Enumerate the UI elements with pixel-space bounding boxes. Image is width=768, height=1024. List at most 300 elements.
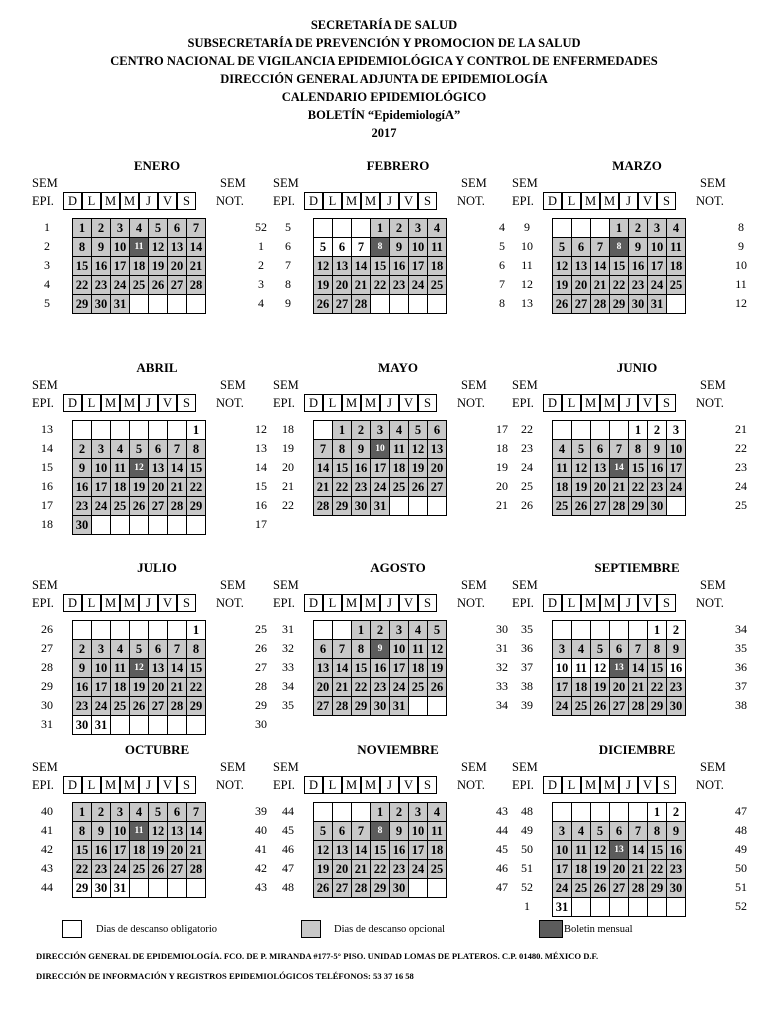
epi-week: 9 bbox=[285, 296, 291, 310]
day-cell-optional: 19 bbox=[572, 478, 591, 497]
day-cell-optional: 15 bbox=[371, 841, 390, 860]
day-header: M bbox=[600, 192, 619, 210]
day-header: V bbox=[399, 594, 418, 612]
day-header: D bbox=[543, 192, 562, 210]
day-header: M bbox=[600, 394, 619, 412]
day-cell-optional: 6 bbox=[314, 640, 333, 659]
day-cell-optional: 14 bbox=[314, 459, 333, 478]
day-header: S bbox=[418, 776, 437, 794]
day-header: S bbox=[418, 394, 437, 412]
day-cell-optional: 29 bbox=[73, 295, 92, 314]
day-cell-optional: 21 bbox=[352, 860, 371, 879]
empty-cell bbox=[314, 803, 333, 822]
day-cell-optional: 20 bbox=[572, 276, 591, 295]
day-cell-optional: 10 bbox=[667, 440, 686, 459]
day-header: S bbox=[418, 594, 437, 612]
epi-week: 49 bbox=[521, 823, 533, 837]
day-cell-optional: 19 bbox=[314, 276, 333, 295]
day-cell-optional: 21 bbox=[610, 478, 629, 497]
not-week: 23 bbox=[735, 460, 747, 474]
day-cell-optional: 16 bbox=[92, 257, 111, 276]
day-cell-mandatory: 31 bbox=[92, 716, 111, 735]
empty-cell bbox=[92, 421, 111, 440]
epi-week-column bbox=[273, 620, 303, 715]
day-cell-optional: 5 bbox=[130, 440, 149, 459]
week-row bbox=[73, 678, 206, 697]
day-cell-optional: 11 bbox=[667, 238, 686, 257]
epi-week: 17 bbox=[41, 498, 53, 512]
empty-cell bbox=[409, 295, 428, 314]
day-cell-optional: 21 bbox=[629, 678, 648, 697]
day-cell-optional: 14 bbox=[629, 841, 648, 860]
day-cell-optional: 4 bbox=[572, 822, 591, 841]
day-cell-optional: 26 bbox=[409, 478, 428, 497]
empty-cell bbox=[553, 219, 572, 238]
month-octubre bbox=[32, 740, 284, 895]
day-cell-optional: 14 bbox=[629, 659, 648, 678]
day-cell-optional: 19 bbox=[428, 659, 447, 678]
not-week: 43 bbox=[255, 880, 267, 894]
month-title: MAYO bbox=[378, 360, 418, 375]
day-header: D bbox=[304, 192, 323, 210]
not-label: NOT. bbox=[696, 396, 724, 410]
day-cell-optional: 5 bbox=[130, 640, 149, 659]
day-header: M bbox=[101, 192, 120, 210]
day-cell-optional: 26 bbox=[314, 879, 333, 898]
day-cell-mandatory: 11 bbox=[572, 659, 591, 678]
empty-cell bbox=[572, 421, 591, 440]
day-cell-optional: 10 bbox=[92, 459, 111, 478]
epi-week: 44 bbox=[41, 880, 53, 894]
not-week: 8 bbox=[738, 220, 744, 234]
sem-label-left: SEM bbox=[512, 578, 538, 592]
day-cell-optional: 24 bbox=[409, 276, 428, 295]
day-cell-optional: 15 bbox=[73, 257, 92, 276]
day-cell-optional: 9 bbox=[648, 440, 667, 459]
epi-week: 27 bbox=[41, 641, 53, 655]
day-cell-optional: 18 bbox=[667, 257, 686, 276]
days-table bbox=[313, 620, 447, 716]
epi-week: 22 bbox=[282, 498, 294, 512]
epi-week: 3 bbox=[44, 258, 50, 272]
epi-label: EPI. bbox=[512, 396, 534, 410]
day-cell-optional: 22 bbox=[73, 860, 92, 879]
day-header: S bbox=[177, 192, 196, 210]
empty-cell bbox=[111, 716, 130, 735]
day-cell-bulletin: 14 bbox=[610, 459, 629, 478]
epi-week: 33 bbox=[282, 660, 294, 674]
not-week: 13 bbox=[255, 441, 267, 455]
day-header: S bbox=[657, 594, 676, 612]
day-cell-optional: 17 bbox=[390, 659, 409, 678]
epi-week: 52 bbox=[521, 880, 533, 894]
day-cell-optional: 20 bbox=[149, 478, 168, 497]
week-row bbox=[553, 497, 686, 516]
days-table bbox=[552, 620, 686, 716]
week-row bbox=[73, 276, 206, 295]
day-cell-mandatory: 1 bbox=[187, 621, 206, 640]
day-cell-optional: 18 bbox=[409, 659, 428, 678]
day-cell-optional: 23 bbox=[92, 276, 111, 295]
day-cell-optional: 20 bbox=[591, 478, 610, 497]
day-cell-optional: 5 bbox=[428, 621, 447, 640]
days-table bbox=[313, 218, 447, 314]
epi-week-column bbox=[512, 218, 542, 313]
day-cell-optional: 13 bbox=[572, 257, 591, 276]
empty-cell bbox=[572, 898, 591, 917]
epi-week: 5 bbox=[285, 220, 291, 234]
week-row bbox=[73, 257, 206, 276]
bulletin-swatch bbox=[539, 920, 563, 938]
day-cell-optional: 13 bbox=[168, 822, 187, 841]
empty-cell bbox=[149, 879, 168, 898]
epi-week: 21 bbox=[282, 479, 294, 493]
epi-week: 1 bbox=[524, 899, 530, 913]
not-week: 47 bbox=[496, 880, 508, 894]
day-cell-optional: 20 bbox=[610, 860, 629, 879]
day-cell-optional: 17 bbox=[92, 478, 111, 497]
epi-week: 31 bbox=[41, 717, 53, 731]
day-cell-optional: 21 bbox=[333, 678, 352, 697]
day-cell-optional: 10 bbox=[409, 822, 428, 841]
day-cell-optional: 7 bbox=[629, 640, 648, 659]
day-cell-optional: 27 bbox=[333, 879, 352, 898]
day-cell-optional: 8 bbox=[629, 440, 648, 459]
empty-cell bbox=[629, 621, 648, 640]
day-cell-optional: 9 bbox=[390, 238, 409, 257]
sem-label-left: SEM bbox=[32, 176, 58, 190]
not-week: 52 bbox=[255, 220, 267, 234]
day-cell-optional: 22 bbox=[333, 478, 352, 497]
day-cell-optional: 15 bbox=[648, 841, 667, 860]
day-cell-optional: 28 bbox=[168, 497, 187, 516]
epi-week: 10 bbox=[521, 239, 533, 253]
not-week: 41 bbox=[255, 842, 267, 856]
sem-label-right: SEM bbox=[461, 578, 487, 592]
day-cell-optional: 14 bbox=[168, 459, 187, 478]
week-row bbox=[553, 459, 686, 478]
day-header: M bbox=[101, 594, 120, 612]
day-cell-optional: 18 bbox=[572, 678, 591, 697]
day-cell-optional: 29 bbox=[629, 497, 648, 516]
day-header: M bbox=[342, 776, 361, 794]
not-week: 3 bbox=[258, 277, 264, 291]
epi-week: 16 bbox=[41, 479, 53, 493]
not-week: 8 bbox=[499, 296, 505, 310]
day-header: J bbox=[619, 776, 638, 794]
epi-week-column bbox=[32, 420, 62, 534]
day-cell-mandatory: 3 bbox=[667, 421, 686, 440]
epi-week: 18 bbox=[41, 517, 53, 531]
day-cell-bulletin: 8 bbox=[371, 238, 390, 257]
day-cell-optional: 24 bbox=[553, 879, 572, 898]
day-cell-optional: 15 bbox=[648, 659, 667, 678]
day-cell-optional: 6 bbox=[428, 421, 447, 440]
day-cell-optional: 27 bbox=[572, 295, 591, 314]
day-cell-optional: 14 bbox=[352, 841, 371, 860]
empty-cell bbox=[610, 803, 629, 822]
day-cell-optional: 27 bbox=[314, 697, 333, 716]
day-cell-optional: 2 bbox=[73, 440, 92, 459]
week-row bbox=[314, 860, 447, 879]
week-row bbox=[314, 238, 447, 257]
day-header: J bbox=[380, 594, 399, 612]
day-header: V bbox=[158, 394, 177, 412]
day-header: D bbox=[63, 192, 82, 210]
empty-cell bbox=[111, 421, 130, 440]
day-cell-optional: 14 bbox=[168, 659, 187, 678]
day-cell-optional: 25 bbox=[130, 276, 149, 295]
day-cell-optional: 5 bbox=[553, 238, 572, 257]
epi-week: 1 bbox=[44, 220, 50, 234]
day-header: V bbox=[638, 192, 657, 210]
not-week: 19 bbox=[496, 460, 508, 474]
day-cell-optional: 7 bbox=[629, 822, 648, 841]
empty-cell bbox=[168, 879, 187, 898]
day-cell-bulletin: 13 bbox=[610, 841, 629, 860]
day-cell-optional: 8 bbox=[73, 822, 92, 841]
epi-week: 43 bbox=[41, 861, 53, 875]
day-cell-optional: 9 bbox=[73, 659, 92, 678]
day-cell-mandatory: 6 bbox=[333, 238, 352, 257]
day-cell-optional: 11 bbox=[111, 459, 130, 478]
day-cell-optional: 9 bbox=[667, 822, 686, 841]
empty-cell bbox=[610, 621, 629, 640]
day-cell-optional: 19 bbox=[591, 860, 610, 879]
epi-week: 4 bbox=[44, 277, 50, 291]
empty-cell bbox=[428, 879, 447, 898]
day-cell-optional: 31 bbox=[390, 697, 409, 716]
day-header: D bbox=[304, 594, 323, 612]
week-row bbox=[553, 678, 686, 697]
day-cell-optional: 28 bbox=[187, 860, 206, 879]
month-noviembre bbox=[273, 740, 525, 895]
empty-cell bbox=[333, 219, 352, 238]
day-cell-optional: 13 bbox=[149, 459, 168, 478]
day-cell-optional: 18 bbox=[130, 841, 149, 860]
epi-week: 41 bbox=[41, 823, 53, 837]
day-cell-optional: 22 bbox=[187, 678, 206, 697]
day-cell-optional: 10 bbox=[92, 659, 111, 678]
day-cell-optional: 22 bbox=[371, 276, 390, 295]
day-cell-optional: 9 bbox=[390, 822, 409, 841]
day-header: L bbox=[323, 192, 342, 210]
sem-label-right: SEM bbox=[700, 578, 726, 592]
epi-week-column bbox=[512, 802, 542, 916]
day-cell-mandatory: 10 bbox=[553, 659, 572, 678]
header-line-3: CENTRO NACIONAL DE VIGILANCIA EPIDEMIOLÓGICA Y CONTROL DE ENFERMEDADES bbox=[110, 54, 658, 68]
footer-address: DIRECCIÓN GENERAL DE EPIDEMIOLOGÍA. FCO. DE P. MIRANDA #177-5° PISO. UNIDAD LOMAS DE PLATEROS. C.P. 01480. MÉXICO D.F. bbox=[36, 951, 599, 961]
day-header: L bbox=[82, 594, 101, 612]
day-cell-optional: 4 bbox=[409, 621, 428, 640]
day-cell-optional: 22 bbox=[648, 860, 667, 879]
day-cell-optional: 12 bbox=[572, 459, 591, 478]
day-cell-optional: 25 bbox=[428, 860, 447, 879]
sem-label-right: SEM bbox=[220, 578, 246, 592]
not-week: 49 bbox=[735, 842, 747, 856]
day-cell-optional: 26 bbox=[314, 295, 333, 314]
day-cell-optional: 5 bbox=[591, 640, 610, 659]
not-week: 35 bbox=[735, 641, 747, 655]
day-cell-optional: 1 bbox=[371, 219, 390, 238]
day-cell-optional: 27 bbox=[168, 860, 187, 879]
day-cell-optional: 24 bbox=[111, 860, 130, 879]
day-cell-optional: 20 bbox=[314, 678, 333, 697]
empty-cell bbox=[553, 421, 572, 440]
days-table bbox=[72, 620, 206, 735]
day-header: J bbox=[380, 192, 399, 210]
day-cell-optional: 3 bbox=[409, 219, 428, 238]
day-cell-optional: 28 bbox=[333, 697, 352, 716]
header-line-5: CALENDARIO EPIDEMIOLÓGICO bbox=[281, 90, 487, 104]
epi-week: 48 bbox=[282, 880, 294, 894]
day-cell-optional: 28 bbox=[314, 497, 333, 516]
not-week: 46 bbox=[496, 861, 508, 875]
day-cell-optional: 7 bbox=[314, 440, 333, 459]
day-cell-optional: 11 bbox=[390, 440, 409, 459]
day-cell-optional: 14 bbox=[187, 822, 206, 841]
day-cell-optional: 11 bbox=[553, 459, 572, 478]
day-cell-optional: 31 bbox=[111, 295, 130, 314]
not-label: NOT. bbox=[457, 778, 485, 792]
day-cell-optional: 29 bbox=[648, 879, 667, 898]
day-header: S bbox=[177, 394, 196, 412]
day-cell-optional: 19 bbox=[409, 459, 428, 478]
day-cell-optional: 6 bbox=[610, 822, 629, 841]
days-table bbox=[552, 218, 686, 314]
day-cell-optional: 6 bbox=[149, 640, 168, 659]
day-cell-optional: 23 bbox=[352, 478, 371, 497]
day-cell-optional: 1 bbox=[371, 803, 390, 822]
empty-cell bbox=[428, 497, 447, 516]
not-label: NOT. bbox=[216, 596, 244, 610]
day-header: M bbox=[361, 776, 380, 794]
day-header: M bbox=[120, 594, 139, 612]
day-cell-optional: 12 bbox=[428, 640, 447, 659]
week-row bbox=[314, 678, 447, 697]
empty-cell bbox=[371, 295, 390, 314]
day-cell-optional: 4 bbox=[130, 219, 149, 238]
day-cell-optional: 31 bbox=[648, 295, 667, 314]
day-cell-optional: 28 bbox=[629, 879, 648, 898]
epi-week: 44 bbox=[282, 804, 294, 818]
day-cell-optional: 27 bbox=[168, 276, 187, 295]
not-week: 22 bbox=[735, 441, 747, 455]
epi-week-column bbox=[32, 802, 62, 897]
day-cell-optional: 13 bbox=[591, 459, 610, 478]
day-cell-optional: 7 bbox=[591, 238, 610, 257]
day-cell-optional: 25 bbox=[130, 860, 149, 879]
empty-cell bbox=[168, 295, 187, 314]
empty-cell bbox=[149, 421, 168, 440]
header-line-4: DIRECCIÓN GENERAL ADJUNTA DE EPIDEMIOLOGÍA bbox=[220, 72, 548, 86]
day-cell-optional: 16 bbox=[390, 841, 409, 860]
empty-cell bbox=[352, 219, 371, 238]
epi-week: 2 bbox=[44, 239, 50, 253]
empty-cell bbox=[149, 516, 168, 535]
epi-label: EPI. bbox=[273, 596, 295, 610]
not-label: NOT. bbox=[457, 596, 485, 610]
month-title: JUNIO bbox=[616, 360, 658, 375]
epi-week: 37 bbox=[521, 660, 533, 674]
calendar-year: 2017 bbox=[371, 126, 397, 140]
empty-cell bbox=[130, 716, 149, 735]
epi-week: 26 bbox=[41, 622, 53, 636]
days-table bbox=[313, 420, 447, 516]
day-header: M bbox=[581, 594, 600, 612]
empty-cell bbox=[130, 516, 149, 535]
day-cell-optional: 5 bbox=[409, 421, 428, 440]
days-table bbox=[313, 802, 447, 898]
day-cell-optional: 24 bbox=[371, 478, 390, 497]
day-cell-optional: 20 bbox=[610, 678, 629, 697]
day-cell-optional: 17 bbox=[667, 459, 686, 478]
week-row bbox=[553, 295, 686, 314]
week-row bbox=[73, 640, 206, 659]
day-cell-optional: 26 bbox=[591, 879, 610, 898]
day-cell-optional: 22 bbox=[371, 860, 390, 879]
month-title: ABRIL bbox=[136, 360, 178, 375]
not-label: NOT. bbox=[696, 596, 724, 610]
day-header: M bbox=[600, 594, 619, 612]
day-cell-optional: 13 bbox=[149, 659, 168, 678]
day-cell-optional: 18 bbox=[553, 478, 572, 497]
day-cell-optional: 12 bbox=[314, 257, 333, 276]
day-cell-optional: 24 bbox=[553, 697, 572, 716]
day-cell-optional: 24 bbox=[92, 497, 111, 516]
day-cell-optional: 26 bbox=[149, 860, 168, 879]
day-cell-optional: 23 bbox=[92, 860, 111, 879]
day-cell-optional: 27 bbox=[591, 497, 610, 516]
day-cell-optional: 1 bbox=[610, 219, 629, 238]
not-week: 43 bbox=[496, 804, 508, 818]
epi-week: 40 bbox=[41, 804, 53, 818]
day-cell-optional: 7 bbox=[333, 640, 352, 659]
not-week: 18 bbox=[496, 441, 508, 455]
epi-week: 20 bbox=[282, 460, 294, 474]
not-week: 15 bbox=[255, 479, 267, 493]
day-cell-optional: 21 bbox=[187, 841, 206, 860]
day-header: M bbox=[101, 776, 120, 794]
day-header: D bbox=[304, 394, 323, 412]
day-cell-optional: 2 bbox=[629, 219, 648, 238]
day-header: J bbox=[139, 192, 158, 210]
day-cell-optional: 15 bbox=[73, 841, 92, 860]
day-cell-optional: 10 bbox=[553, 841, 572, 860]
day-cell-optional: 15 bbox=[610, 257, 629, 276]
week-row bbox=[314, 659, 447, 678]
day-cell-optional: 2 bbox=[73, 640, 92, 659]
day-header: M bbox=[342, 394, 361, 412]
day-cell-optional: 4 bbox=[390, 421, 409, 440]
week-row bbox=[314, 822, 447, 841]
day-cell-optional: 10 bbox=[409, 238, 428, 257]
day-header: L bbox=[562, 394, 581, 412]
epi-week: 25 bbox=[521, 479, 533, 493]
day-cell-optional: 2 bbox=[390, 803, 409, 822]
not-week: 25 bbox=[735, 498, 747, 512]
empty-cell bbox=[591, 898, 610, 917]
not-week: 33 bbox=[496, 679, 508, 693]
day-cell-optional: 18 bbox=[111, 678, 130, 697]
day-cell-bulletin: 8 bbox=[610, 238, 629, 257]
day-header: J bbox=[139, 594, 158, 612]
week-row bbox=[553, 841, 686, 860]
day-header: S bbox=[657, 192, 676, 210]
week-row bbox=[73, 440, 206, 459]
day-header: M bbox=[342, 192, 361, 210]
day-cell-optional: 29 bbox=[333, 497, 352, 516]
